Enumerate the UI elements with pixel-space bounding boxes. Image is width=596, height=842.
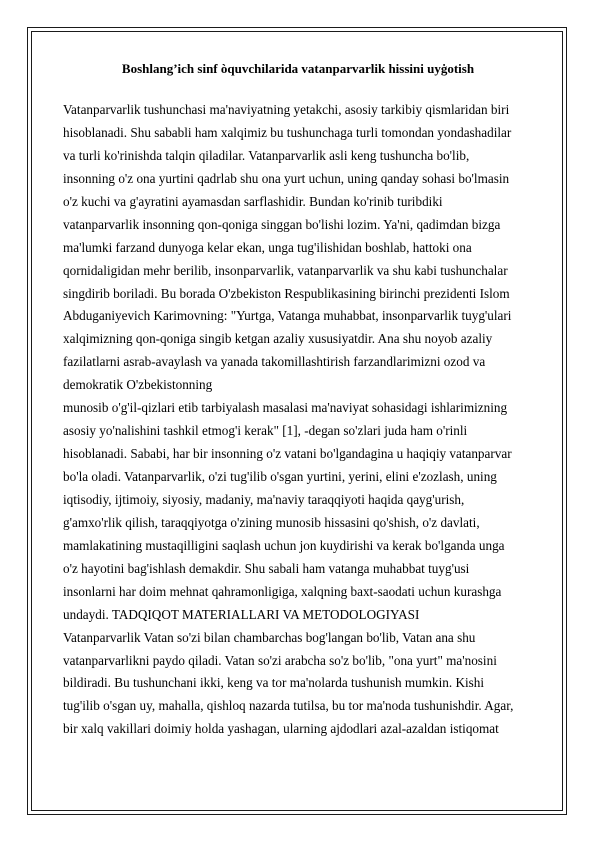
body-text-line: ma'lumki farzand dunyoga kelar ekan, unga tug'ilishidan boshlab, hattoki ona (63, 239, 472, 255)
document-body (63, 99, 553, 741)
body-text-line: bildiradi. Bu tushunchani ikki, keng va tor ma'nolarda tushunish mumkin. Kishi (63, 675, 485, 691)
body-text-line: hisoblanadi. Sababi, har bir insonning o'z vatani bo'lgandagina u haqiqiy vatanparvar (63, 446, 512, 462)
document-title: Boshlang’ich sinf òquvchilarida vatanparvarlik hissini uyġotish (121, 61, 475, 76)
body-text-line: bo'la oladi. Vatanparvarlik, o'zi tug'ilib o'sgan yurtini, yerini, elini e'zozlash, uning (63, 469, 497, 484)
body-text-line: o'z kuchi va g'ayratini ayamasdan sarflashidir. Bundan ko'rinib turibdiki (63, 193, 443, 209)
body-text-line: vatanparvarlik insonning qon-qoniga singgan bo'lishi lozim. Ya'ni, qadimdan bizga (63, 216, 501, 232)
body-text-line: insonlarni har doim mehnat qahramonligiga, xalqning baxt-saodati uchun kurashga (63, 583, 502, 599)
body-text-line: Abduganiyevich Karimovning: "Yurtga, Vatanga muhabbat, insonparvarlik tuyg'ulari (63, 308, 512, 324)
body-text-line: va turli ko'rinishda talqin qiladilar. Vatanparvarlik asli keng tushuncha bo'lib, (63, 147, 470, 163)
body-text-line: hisoblanadi. Shu sababli ham xalqimiz bu tushunchaga turli tomondan yondashadilar (63, 124, 512, 140)
body-text-line: fazilatlarni asrab-avaylash va yanada takomillashtirish farzandlarimizni ozod va (63, 354, 486, 370)
body-text-line: bir xalq vakillari doimiy holda yashagan, ularning ajdodlari azal-azaldan istiqomat (63, 721, 499, 737)
body-text-line: vatanparvarlikni paydo qiladi. Vatan so'zi arabcha so'z bo'lib, "ona yurt" ma'nosini (63, 652, 497, 668)
body-text-line: qornidaligidan mehr berilib, insonparvarlik, vatanparvarlik va shu kabi tushunchalar (63, 262, 508, 278)
body-text-line: mamlakatining mustaqilligini saqlash uchun jon kuydirishi va kerak bo'lganda unga (63, 537, 505, 553)
body-text-line: demokratik O'zbekistonning (63, 377, 213, 393)
body-text-line: Vatanparvarlik tushunchasi ma'naviyatning yetakchi, asosiy tarkibiy qismlaridan biri (63, 102, 510, 117)
body-text-line: g'amxo'rlik qilish, taraqqiyotga o'zining munosib hissasini qo'shish, o'z davlati, (63, 514, 480, 530)
body-text-line: xalqimizning qon-qoniga singib ketgan azaliy xususiyatdir. Ana shu noyob azaliy (63, 331, 493, 347)
body-text-line: insonning o'z ona yurtini qadrlab shu ona yurt uchun, uning qanday sohasi bo'lmasin (63, 170, 510, 186)
body-text-line: singdirib boriladi. Bu borada O'zbekiston Respublikasining birinchi prezidenti Islom (63, 285, 510, 301)
body-text-line: iqtisodiy, ijtimoiy, siyosiy, madaniy, ma'naviy taraqqiyoti haqida qayg'urish, (63, 491, 465, 507)
body-text-line: asosiy yo'nalishini tashkil etmog'i kerak" [1], -degan so'zlari juda ham o'rinli (63, 423, 468, 439)
body-text-line: Vatanparvarlik Vatan so'zi bilan chambarchas bog'langan bo'lib, Vatan ana shu (63, 629, 476, 645)
body-text-line: undaydi. TADQIQOT MATERIALLARI VA METODOLOGIYASI (63, 606, 420, 622)
body-text-line: munosib o'g'il-qizlari etib tarbiyalash masalasi ma'naviyat sohasidagi ishlarimizning (63, 400, 508, 416)
body-text-line: o'z hayotini bag'ishlash demakdir. Shu sabali ham vatanga muhabbat tuyg'usi (63, 560, 470, 576)
body-text-line: tug'ilib o'sgan uy, mahalla, qishloq nazarda tutilsa, bu tor ma'noda tushunishdir. Agar, (63, 698, 514, 714)
